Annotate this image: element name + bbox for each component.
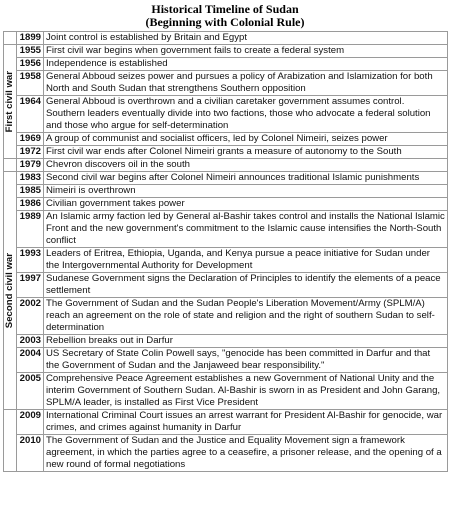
table-row [4,172,448,185]
row-year: 1989 [17,211,44,248]
table-row [4,146,448,159]
row-year: 2005 [17,373,44,410]
row-year: 1985 [17,185,44,198]
row-event: General Abboud seizes power and pursues a policy of Arabization and Islamization for both North and South Sudan that strengthens Southern opposition [44,71,448,96]
row-event: An Islamic army faction led by General al-Bashir takes control and installs the National Islamic Front and the new government's commitment to the Islamic cause intensifies the North-South conflict [44,211,448,248]
row-year: 1899 [17,32,44,45]
row-year: 1979 [17,159,44,172]
row-event: The Government of Sudan and the Justice and Equality Movement sign a framework agreement, in which the parties agree to a ceasefire, a prisoner release, and the opening of a new round of formal negotiations [44,435,448,472]
row-event: Sudanese Government signs the Declaration of Principles to identify the elements of a peace settlement [44,273,448,298]
era-cell-second-civil-war [4,172,17,410]
table-row [4,248,448,273]
table-row [4,159,448,172]
document-title: Historical Timeline of Sudan [151,2,299,16]
row-event: Second civil war begins after Colonel Nimeiri announces traditional Islamic punishments [44,172,448,185]
table-row [4,45,448,58]
table-row [4,185,448,198]
table-row [4,373,448,410]
table-row [4,96,448,133]
timeline-table [3,31,448,472]
row-event: Comprehensive Peace Agreement establishes a new Government of National Unity and the interim Government of Southern Sudan. Al-Bashir is sworn in as President and John Garang, SPLM/A leader, is installed as First Vice President [44,373,448,410]
table-row [4,198,448,211]
era-cell-blank [4,32,17,45]
row-event: First civil war begins when government fails to create a federal system [44,45,448,58]
document-subtitle: (Beginning with Colonial Rule) [145,15,305,29]
row-year: 1956 [17,58,44,71]
row-event: Nimeiri is overthrown [44,185,448,198]
table-row [4,410,448,435]
row-event: Civilian government takes power [44,198,448,211]
row-event: International Criminal Court issues an arrest warrant for President Al-Bashir for genocide, war crimes, and crimes against humanity in Darfur [44,410,448,435]
row-year: 2003 [17,335,44,348]
row-event: US Secretary of State Colin Powell says, "genocide has been committed in Darfur and that the Government of Sudan and the Janjaweed bear responsibility." [44,348,448,373]
row-event: Independence is established [44,58,448,71]
table-row [4,435,448,472]
row-event: The Government of Sudan and the Sudan People's Liberation Movement/Army (SPLM/A) reach an agreement on the role of state and religion and the right of southern Sudan to self-determination [44,298,448,335]
row-event: Chevron discovers oil in the south [44,159,448,172]
row-year: 1969 [17,133,44,146]
table-row [4,32,448,45]
row-year: 1972 [17,146,44,159]
row-event: Leaders of Eritrea, Ethiopia, Uganda, and Kenya pursue a peace initiative for Sudan under the Intergovernmental Authority for Development [44,248,448,273]
row-event: A group of communist and socialist officers, led by Colonel Nimeiri, seizes power [44,133,448,146]
row-year: 1993 [17,248,44,273]
row-event: First civil war ends after Colonel Nimeiri grants a measure of autonomy to the South [44,146,448,159]
row-year: 2004 [17,348,44,373]
row-year: 1958 [17,71,44,96]
era-cell-blank [4,159,17,172]
row-year: 1955 [17,45,44,58]
table-row [4,71,448,96]
table-row [4,335,448,348]
era-label-second-civil-war: Second civil war [4,252,15,329]
era-cell-blank [4,410,17,472]
row-year: 2009 [17,410,44,435]
row-event: General Abboud is overthrown and a civilian caretaker government assumes control. Southern leaders eventually divide into two factions, those who advocate a federal solution and those who argue for self-determination [44,96,448,133]
era-label-first-civil-war: First civil war [4,70,15,133]
row-year: 2010 [17,435,44,472]
row-year: 1983 [17,172,44,185]
row-year: 1997 [17,273,44,298]
table-row [4,211,448,248]
row-event: Rebellion breaks out in Darfur [44,335,448,348]
table-row [4,348,448,373]
row-year: 1986 [17,198,44,211]
table-row [4,133,448,146]
table-row [4,298,448,335]
era-cell-first-civil-war [4,45,17,159]
row-year: 2002 [17,298,44,335]
row-year: 1964 [17,96,44,133]
row-event: Joint control is established by Britain and Egypt [44,32,448,45]
table-row [4,58,448,71]
table-row [4,273,448,298]
